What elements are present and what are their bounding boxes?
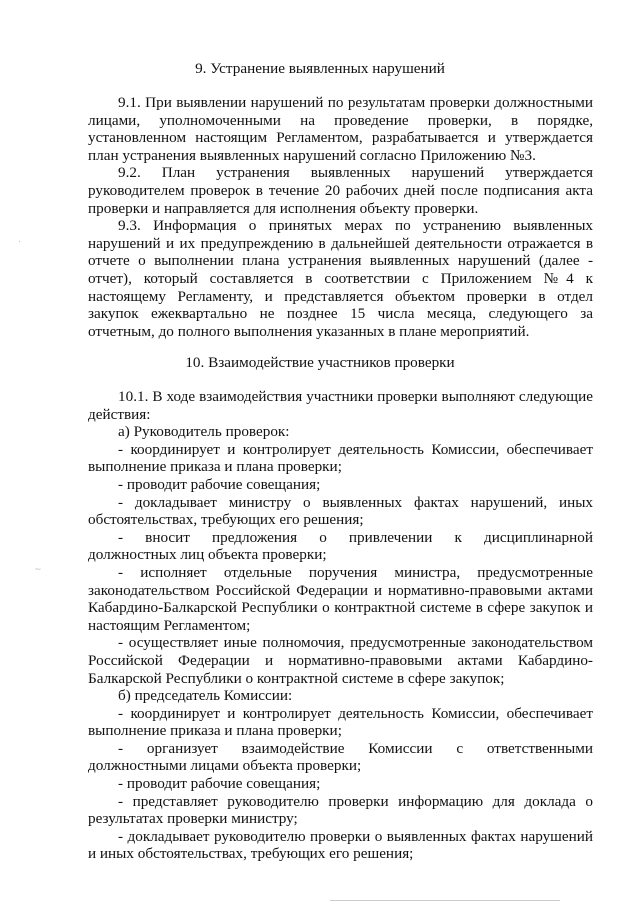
text-line: Кабардино-Балкарской Республики о контрактной системе в сфере закупок и: [88, 599, 593, 617]
text-line: а) Руководитель проверок:: [118, 423, 290, 441]
text-line: законодательством Российской Федерации и нормативно-правовыми актами: [88, 581, 593, 599]
text-line: 9.3. Информация о принятых мерах по устранению выявленных: [118, 217, 593, 235]
text-line: закупок ежеквартально не позднее 15 числа месяца, следующего за: [88, 305, 593, 323]
section-10-title: 10. Взаимодействие участников проверки: [185, 354, 455, 371]
text-line: должностных лиц объекта проверки;: [88, 546, 327, 564]
text-line: отчете о выполнении плана устранения выявленных нарушений (далее -: [88, 252, 593, 270]
text-line: лицами, уполномоченными на проведение проверки, в порядке,: [88, 111, 593, 129]
text-line: - координирует и контролирует деятельность Комиссии, обеспечивает: [118, 440, 593, 458]
text-line: проверки и направляется для исполнения объекту проверки.: [88, 199, 479, 217]
text-line: 9.2. План устранения выявленных нарушений утверждается: [118, 164, 593, 182]
text-line: установленном настоящим Регламентом, разрабатывается и утверждается: [88, 129, 593, 147]
text-line: отчетным, до полного выполнения указанных в плане мероприятий.: [88, 322, 530, 340]
text-line: должностными лицами объекта проверки;: [88, 757, 362, 775]
text-line: - представляет руководителю проверки информацию для доклада о: [118, 792, 593, 810]
text-line: и иных обстоятельствах, требующих его решения;: [88, 845, 414, 863]
text-line: - вносит предложения о привлечении к дисциплинарной: [118, 528, 593, 546]
text-line: - докладывает министру о выявленных фактах нарушений, иных: [118, 493, 593, 511]
text-line: план устранения выявленных нарушений согласно Приложению №3.: [88, 146, 536, 164]
text-line: 9.1. При выявлении нарушений по результатам проверки должностными: [118, 94, 593, 111]
scan-artifact: [330, 900, 560, 901]
text-line: Российской Федерации и нормативно-правовыми актами Кабардино-: [88, 651, 593, 669]
text-line: - организует взаимодействие Комиссии с ответственными: [118, 739, 593, 757]
text-line: - исполняет отдельные поручения министра, предусмотренные: [118, 563, 593, 581]
text-line: настоящим Регламентом;: [88, 616, 251, 634]
text-line: нарушений и их предупреждению в дальнейшей деятельности отражается в: [88, 234, 593, 252]
margin-mark-2: ~: [34, 565, 42, 575]
text-line: - осуществляет иные полномочия, предусмотренные законодательством: [118, 634, 593, 652]
text-line: выполнение приказа и плана проверки;: [88, 458, 342, 476]
text-line: - докладывает руководителю проверки о выявленных фактах нарушений: [118, 827, 593, 845]
text-line: результатах проверки министру;: [88, 810, 298, 828]
text-line: выполнение приказа и плана проверки;: [88, 722, 342, 740]
text-line: - координирует и контролирует деятельность Комиссии, обеспечивает: [118, 704, 593, 722]
text-line: - проводит рабочие совещания;: [118, 775, 321, 793]
text-line: действия:: [88, 405, 151, 423]
text-line: - проводит рабочие совещания;: [118, 475, 321, 493]
text-line: настоящему Регламенту, и представляется объектом проверки в отдел: [88, 287, 593, 305]
section-9-title: 9. Устранение выявленных нарушений: [195, 60, 445, 77]
text-line: руководителем проверок в течение 20 рабочих дней после подписания акта: [88, 181, 593, 199]
text-line: Балкарской Республики о контрактной системе в сфере закупок;: [88, 669, 505, 687]
margin-mark-1: .: [18, 235, 21, 245]
section-10-body: [88, 388, 593, 863]
text-line: 10.1. В ходе взаимодействия участники проверки выполняют следующие: [118, 388, 593, 405]
text-line: отчет), который составляется в соответствии с Приложением №4 к: [88, 269, 593, 287]
text-line: обстоятельствах, требующих его решения;: [88, 511, 364, 529]
text-line: б) председатель Комиссии:: [118, 687, 293, 705]
section-9-body: [88, 94, 593, 340]
